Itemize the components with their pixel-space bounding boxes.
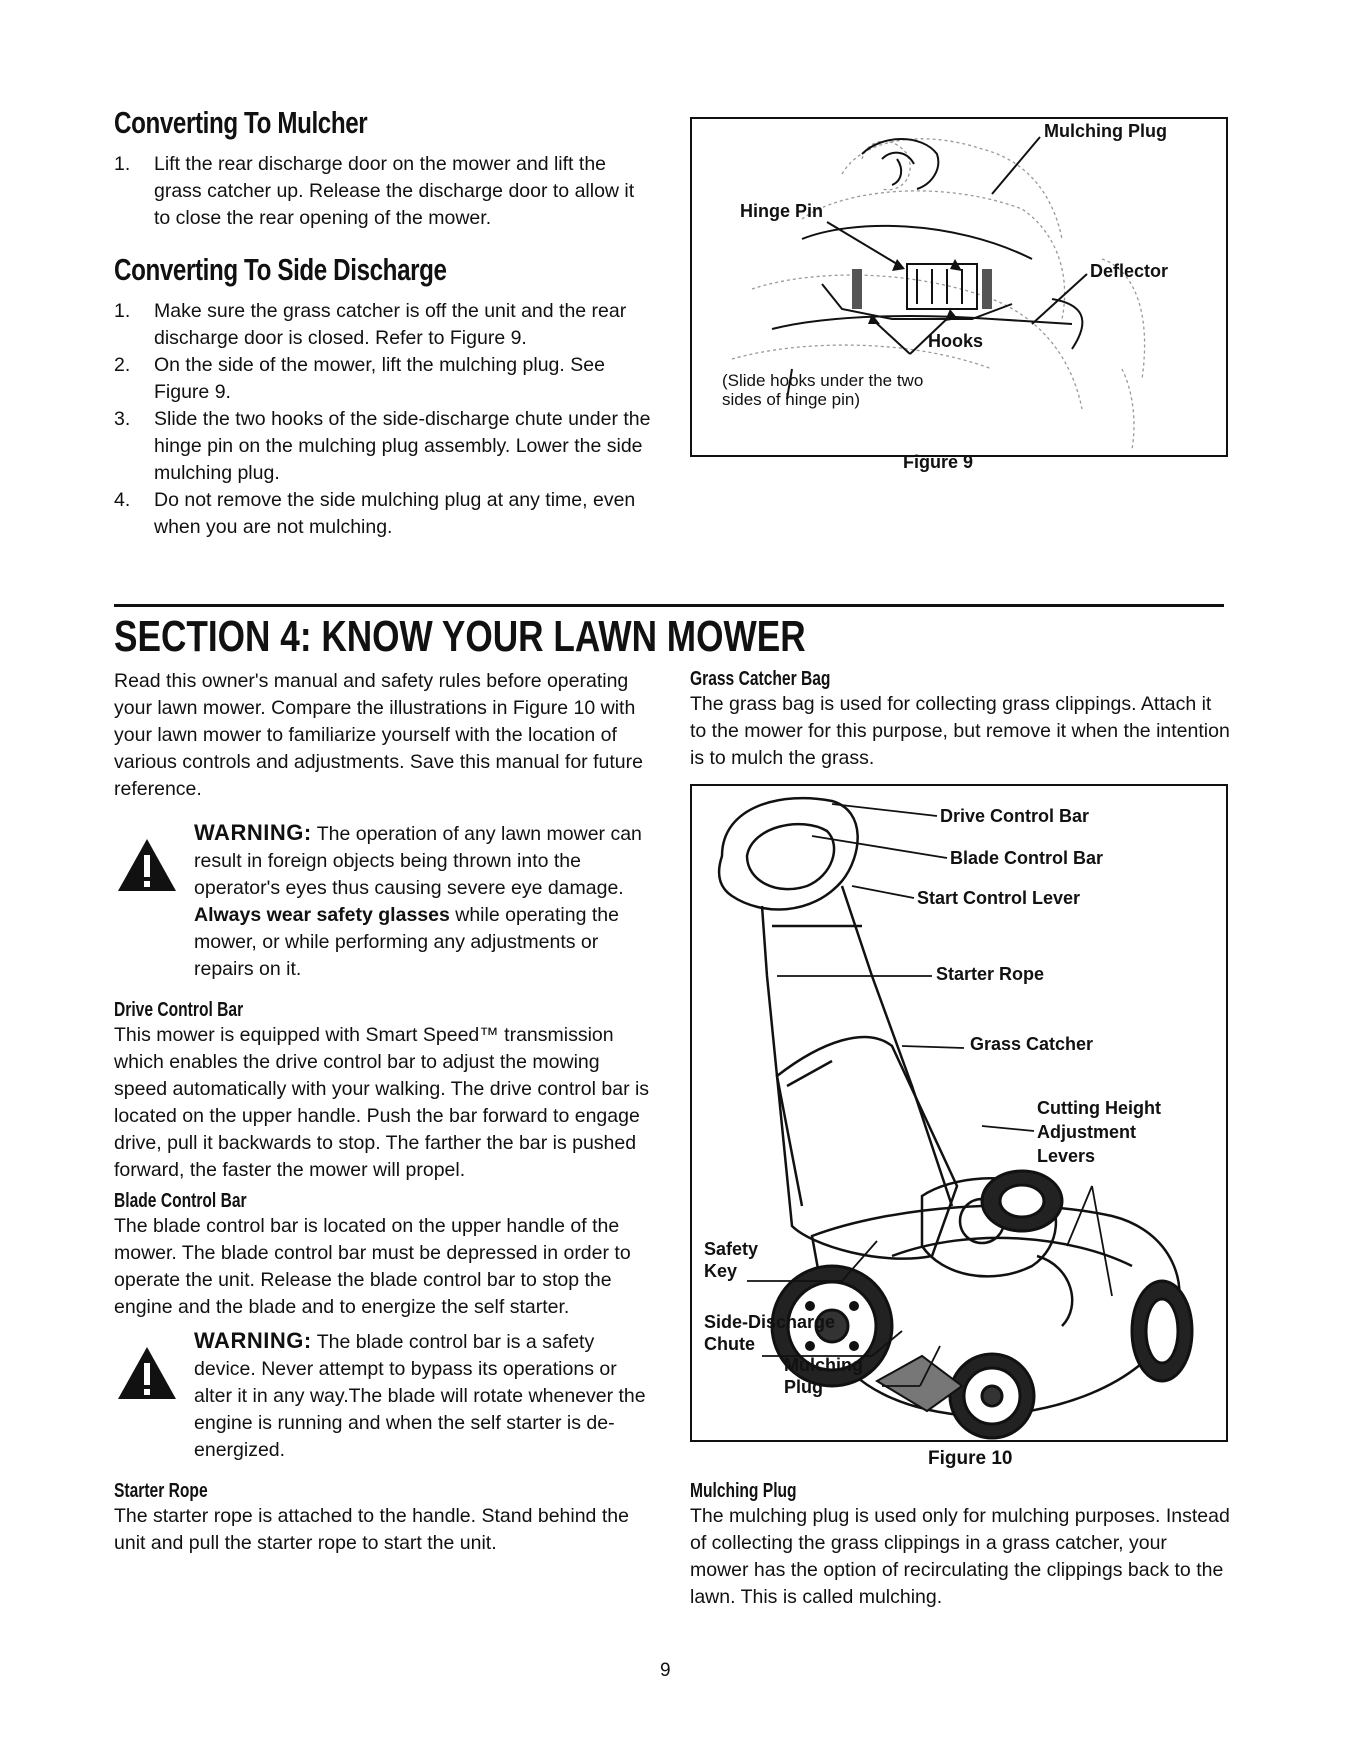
starter-rope-heading: Starter Rope	[114, 1480, 208, 1502]
list-item: 1. Make sure the grass catcher is off the unit and the rear discharge door is closed. Refer to Figure 9.	[114, 300, 627, 349]
cutting-height-label: Cutting Height Adjustment Levers	[1037, 1098, 1161, 1166]
side-discharge-steps	[114, 298, 654, 541]
list-item: 4. Do not remove the side mulching plug at any time, even when you are not mulching.	[114, 489, 636, 538]
section-divider	[114, 604, 1224, 607]
blade-control-text: The blade control bar is located on the upper handle of the mower. The blade control bar must be depressed in order to operate the unit. Release the blade control bar to stop the engine and the blade and to energize the self starter.	[114, 1215, 631, 1318]
figure-10	[690, 784, 1228, 1442]
side-discharge-section	[114, 252, 654, 541]
drive-control-text: This mower is equipped with Smart Speed™ transmission which enables the drive control bar to adjust the mowing speed automatically with your walking. The drive control bar is located on the upper handle. Push the bar forward to engage drive, pull it backwards to stop. The farther the bar is pushed forward, the faster the mower will propel.	[114, 1024, 650, 1181]
side-discharge-chute-label: Side-Discharge Chute	[704, 1312, 836, 1354]
mulching-plug-heading: Mulching Plug	[690, 1480, 797, 1502]
deflector-label: Deflector	[1090, 261, 1169, 281]
mulching-plug-text: The mulching plug is used only for mulching purposes. Instead of collecting the grass clippings in a grass catcher, your mower has the option of recirculating the clippings back to the lawn. This is called mulching.	[690, 1505, 1230, 1608]
grass-catcher-heading: Grass Catcher Bag	[690, 668, 831, 690]
mulcher-steps	[114, 151, 654, 232]
start-control-lever-label: Start Control Lever	[917, 888, 1081, 908]
list-item: 3. Slide the two hooks of the side-discharge chute under the hinge pin on the mulching plug assembly. Lower the side mulching plug.	[114, 408, 651, 484]
warning-triangle-icon	[116, 837, 178, 893]
section-title: SECTION 4: KNOW YOUR LAWN MOWER	[114, 612, 806, 661]
warning-block-2: WARNING: The blade control bar is a safety device. Never attempt to bypass its operations or alter it in any way.The blade will rotate whenever the engine is running and when the self starter is de-energized.	[114, 1327, 654, 1464]
warning-title: WARNING:	[194, 820, 312, 845]
warning-triangle-icon	[116, 1345, 178, 1401]
grass-catcher-text: The grass bag is used for collecting grass clippings. Attach it to the mower for this purpose, but remove it when the intention is to mulch the grass.	[690, 693, 1230, 769]
mulching-plug-section	[690, 1480, 1230, 1611]
hooks-label: Hooks	[928, 331, 984, 351]
page-number: 9	[660, 1660, 671, 1681]
mulching-plug-fig10-label: Mulching Plug	[784, 1355, 863, 1397]
blade-control-bar-label: Blade Control Bar	[950, 848, 1104, 868]
drive-control-bar-label: Drive Control Bar	[940, 806, 1090, 826]
starter-rope-text: The starter rope is attached to the handle. Stand behind the unit and pull the starter rope to start the unit.	[114, 1505, 629, 1554]
grass-catcher-label: Grass Catcher	[970, 1034, 1094, 1054]
section-intro: Read this owner's manual and safety rules before operating your lawn mower. Compare the illustrations in Figure 10 with your lawn mower to familiarize yourself with the location of various controls and adjustments. Save this manual for future reference.	[114, 670, 643, 800]
side-discharge-heading: Converting To Side Discharge	[114, 252, 447, 287]
blade-control-heading: Blade Control Bar	[114, 1190, 247, 1212]
section-title-wrap	[114, 612, 979, 662]
slide-note: (Slide hooks under the two sides of hinge pin)	[722, 371, 924, 409]
grass-catcher-section	[690, 668, 1230, 772]
mulcher-section	[114, 105, 654, 232]
figure-9-caption: Figure 9	[903, 452, 974, 472]
mulching-plug-label: Mulching Plug	[1044, 121, 1167, 141]
hinge-pin-label: Hinge Pin	[740, 201, 824, 221]
list-item: 1. Lift the rear discharge door on the mower and lift the grass catcher up. Release the discharge door to allow it to close the rear opening of the mower.	[114, 153, 635, 229]
warning-block-1: WARNING: The operation of any lawn mower can result in foreign objects being thrown into the operator's eyes thus causing severe eye damage. Always wear safety glasses while operating the mower, or while performing any adjustments or repairs on it.	[114, 819, 654, 983]
figure-10-caption: Figure 10	[928, 1448, 1013, 1469]
mulcher-heading: Converting To Mulcher	[114, 105, 368, 140]
list-item: 2. On the side of the mower, lift the mulching plug. See Figure 9.	[114, 354, 605, 403]
drive-control-heading: Drive Control Bar	[114, 999, 244, 1021]
left-column	[114, 668, 654, 1557]
starter-rope-label: Starter Rope	[936, 964, 1045, 984]
safety-key-label: Safety Key	[704, 1239, 759, 1281]
warning-title: WARNING:	[194, 1328, 312, 1353]
figure-9	[690, 117, 1228, 457]
